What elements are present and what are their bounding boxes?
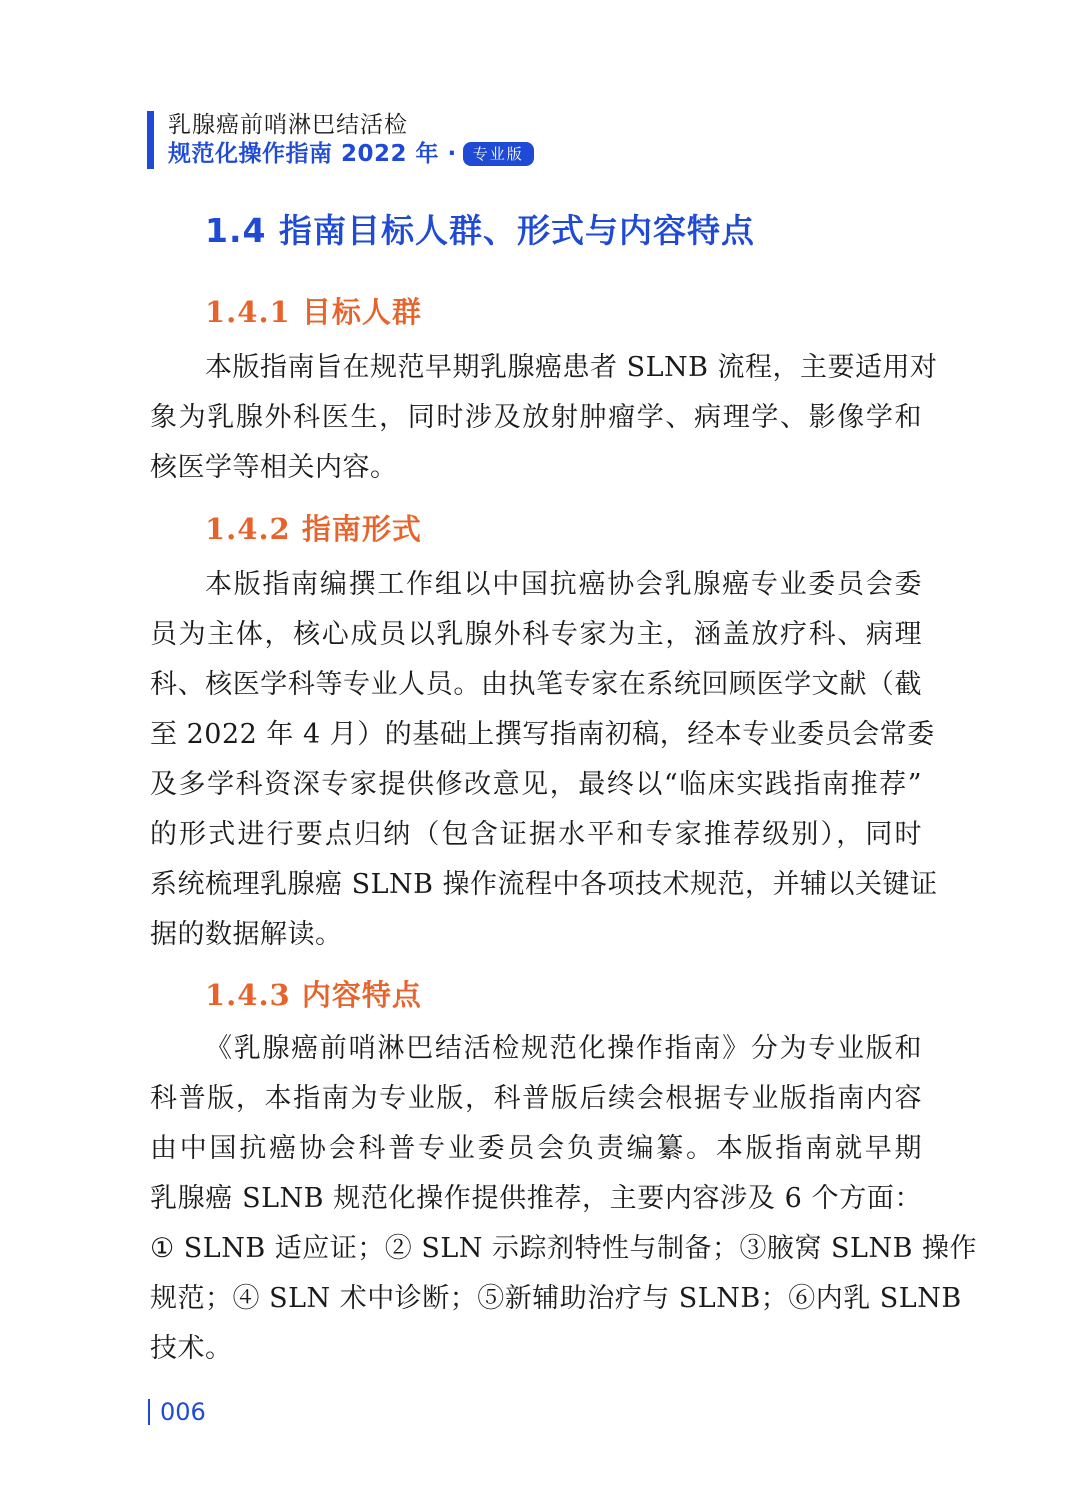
text-line: 技术。 xyxy=(150,1333,233,1364)
text-line: 科普版，本指南为专业版，科普版后续会根据专业版指南内容 xyxy=(150,1083,922,1114)
header-title-line2 xyxy=(168,139,534,169)
subsection-heading-guideline-form: 1.4.2 指南形式 xyxy=(205,512,422,546)
paragraph-content-features xyxy=(150,1024,978,1374)
text-line: 本版指南旨在规范早期乳腺癌患者 SLNB 流程，主要适用对 xyxy=(205,352,938,383)
footer-divider xyxy=(148,1399,150,1425)
edition-badge: 专业版 xyxy=(463,142,534,166)
section-title: 1.4 指南目标人群、形式与内容特点 xyxy=(205,211,755,250)
text-line: 《乳腺癌前哨淋巴结活检规范化操作指南》分为专业版和 xyxy=(205,1033,922,1064)
running-header xyxy=(147,111,534,169)
text-line: 核医学等相关内容。 xyxy=(150,452,398,483)
text-line: 据的数据解读。 xyxy=(150,919,343,950)
header-title-line2-text: 规范化操作指南 2022 年 · xyxy=(168,141,457,167)
header-title-line1: 乳腺癌前哨淋巴结活检 xyxy=(168,112,408,138)
paragraph-target-population xyxy=(150,343,938,493)
text-line: 本版指南编撰工作组以中国抗癌协会乳腺癌专业委员会委 xyxy=(205,569,922,600)
page-number: 006 xyxy=(160,1398,206,1426)
text-line: 科、核医学科等专业人员。由执笔专家在系统回顾医学文献（截 xyxy=(150,669,922,700)
text-line: 及多学科资深专家提供修改意见，最终以“临床实践指南推荐” xyxy=(150,769,922,800)
text-line: 至 2022 年 4 月）的基础上撰写指南初稿，经本专业委员会常委 xyxy=(150,719,935,750)
text-line: 乳腺癌 SLNB 规范化操作提供推荐，主要内容涉及 6 个方面： xyxy=(150,1183,922,1214)
subsection-heading-target-population: 1.4.1 目标人群 xyxy=(205,295,422,329)
text-line: 规范；④ SLN 术中诊断；⑤新辅助治疗与 SLNB；⑥内乳 SLNB xyxy=(150,1283,962,1314)
text-line: ① SLNB 适应证；② SLN 示踪剂特性与制备；③腋窝 SLNB 操作 xyxy=(150,1233,978,1264)
text-line: 由中国抗癌协会科普专业委员会负责编纂。本版指南就早期 xyxy=(150,1133,922,1164)
text-line: 的形式进行要点归纳（包含证据水平和专家推荐级别），同时 xyxy=(150,819,922,850)
text-line: 象为乳腺外科医生，同时涉及放射肿瘤学、病理学、影像学和 xyxy=(150,402,922,433)
text-line: 员为主体，核心成员以乳腺外科专家为主，涵盖放疗科、病理 xyxy=(150,619,922,650)
page-footer xyxy=(148,1398,206,1426)
paragraph-guideline-form xyxy=(150,560,938,960)
text-line: 系统梳理乳腺癌 SLNB 操作流程中各项技术规范，并辅以关键证 xyxy=(150,869,938,900)
subsection-heading-content-features: 1.4.3 内容特点 xyxy=(205,978,422,1012)
